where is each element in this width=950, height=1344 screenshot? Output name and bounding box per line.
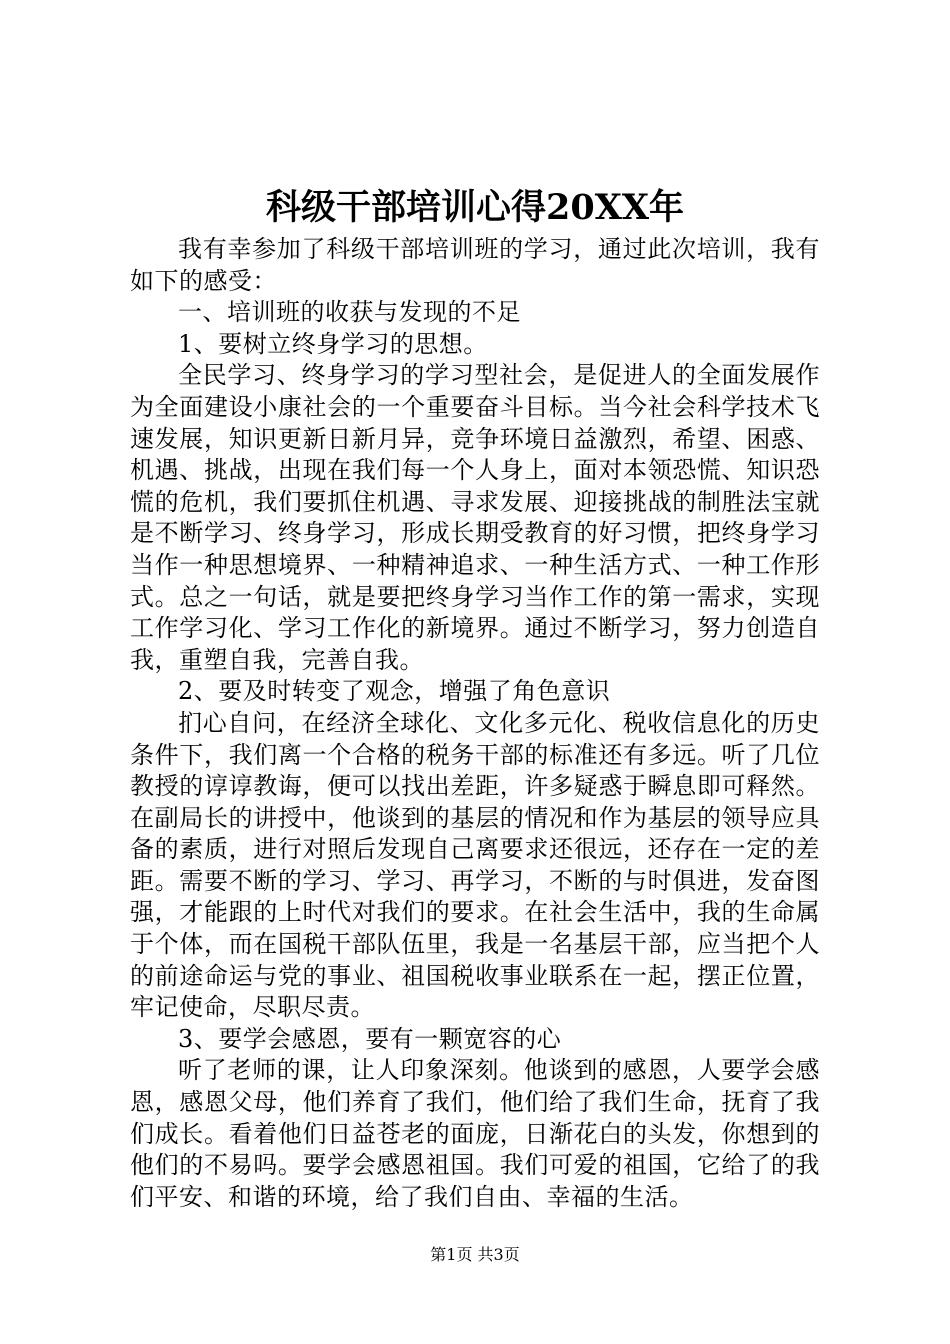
paragraph-item-2: 扪心自问，在经济全球化、文化多元化、税收信息化的历史条件下，我们离一个合格的税务干部的标准还有多远。听了几位教授的谆谆教诲，便可以找出差距，许多疑惑于瞬息即可释然。在副局长的讲授中，他谈到的基层的情况和作为基层的领导应具备的素质，进行对照后发现自己离要求还很远，还存在一定的差距。需要不断的学习、学习、再学习，不断的与时俱进，发奋图强，才能跟的上时代对我们的要求。在社会生活中，我的生命属于个体，而在国税干部队伍里，我是一名基层干部，应当把个人的前途命运与党的事业、祖国税收事业联系在一起，摆正位置，牢记使命，尽职尽责。 — [130, 708, 820, 1022]
document-title: 科级干部培训心得20XX年 — [265, 187, 685, 228]
paragraph-item-1: 全民学习、终身学习的学习型社会，是促进人的全面发展作为全面建设小康社会的一个重要奋斗目标。当今社会科学技术飞速发展，知识更新日新月异，竞争环境日益激烈，希望、困惑、机遇、挑战，出现在我们每一个人身上，面对本领恐慌、知识恐慌的危机，我们要抓住机遇、寻求发展、迎接挑战的制胜法宝就是不断学习、终身学习，形成长期受教育的好习惯，把终身学习当作一种思想境界、一种精神追求、一种生活方式、一种工作形式。总之一句话，就是要把终身学习当作工作的第一需求，实现工作学习化、学习工作化的新境界。通过不断学习，努力创造自我，重塑自我，完善自我。 — [130, 361, 820, 674]
heading-item-1: 1、要树立终身学习的思想。 — [178, 329, 488, 358]
heading-item-2: 2、要及时转变了观念，增强了角色意识 — [178, 677, 611, 706]
heading-item-3: 3、要学会感恩，要有一颗宽容的心 — [178, 1024, 562, 1053]
heading-section-1: 一、培训班的收获与发现的不足 — [178, 298, 521, 327]
page-number-footer: 第1页 共3页 — [430, 1245, 520, 1264]
paragraph-intro: 我有幸参加了科级干部培训班的学习，通过此次培训，我有如下的感受： — [130, 235, 820, 295]
document-body — [130, 234, 820, 1213]
paragraph-item-3: 听了老师的课，让人印象深刻。他谈到的感恩，人要学会感恩，感恩父母，他们养育了我们，他们给了我们生命，抚育了我们成长。看着他们日益苍老的面庞，日渐花白的头发，你想到的他们的不易吗。要学会感恩祖国。我们可爱的祖国，它给了的我们平安、和谐的环境，给了我们自由、幸福的生活。 — [130, 1056, 820, 1211]
